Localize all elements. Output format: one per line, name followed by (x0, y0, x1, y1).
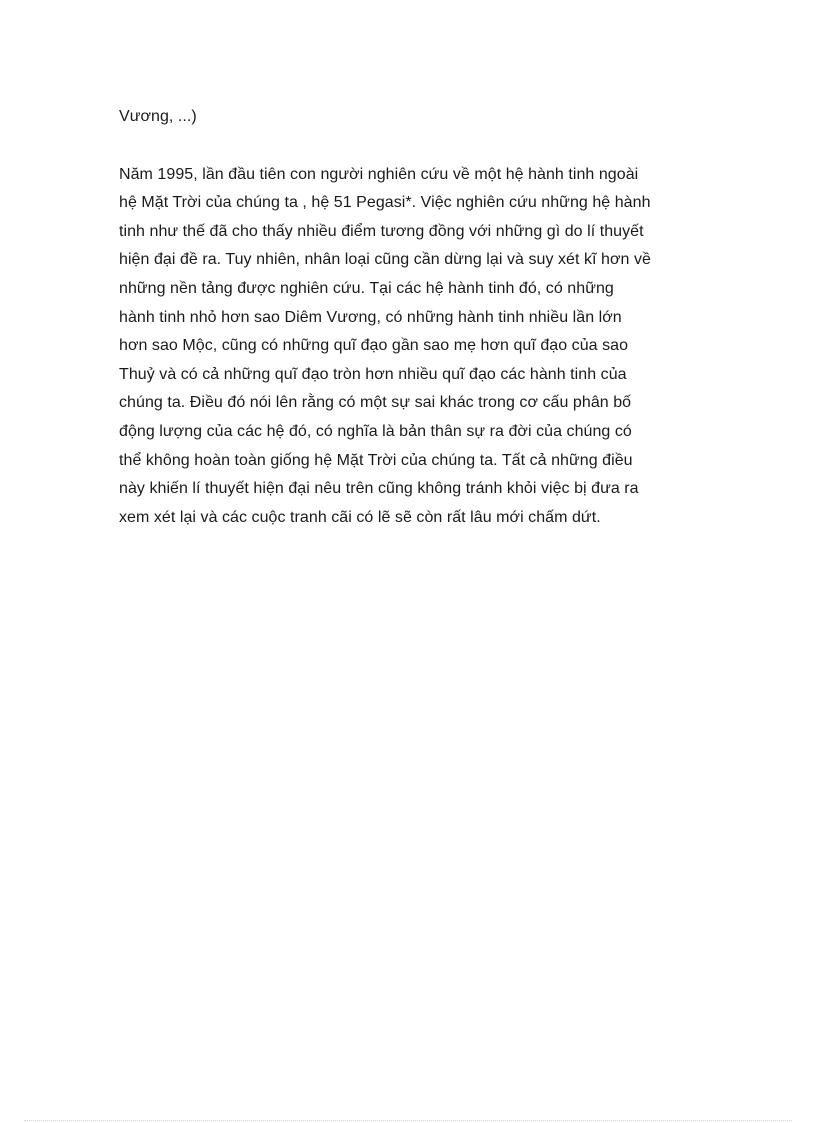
paragraph-continuation (119, 103, 699, 132)
text-line: động lượng của các hệ đó, có nghĩa là bản thân sự ra đời của chúng có (119, 422, 632, 440)
text-line: thể không hoàn toàn giống hệ Mặt Trời của chúng ta. Tất cả những điều (119, 451, 633, 469)
text-line: Vương, ...) (119, 108, 197, 125)
text-line: hệ Mặt Trời của chúng ta , hệ 51 Pegasi*. Việc nghiên cứu những hệ hành (119, 194, 651, 212)
text-line: hơn sao Mộc, cũng có những quĩ đạo gần sao mẹ hơn quĩ đạo của sao (119, 337, 629, 355)
text-line: Thuỷ và có cả những quĩ đạo tròn hơn nhiều quĩ đạo các hành tinh của (119, 365, 627, 383)
paragraph-spacer (119, 132, 699, 161)
text-line: Năm 1995, lần đầu tiên con người nghiên cứu về một hệ hành tinh ngoài (119, 165, 639, 183)
text-line: xem xét lại và các cuộc tranh cãi có lẽ sẽ còn rất lâu mới chấm dứt. (119, 508, 601, 526)
paragraph-exoplanets (119, 161, 699, 533)
text-line: chúng ta. Điều đó nói lên rằng có một sự sai khác trong cơ cấu phân bố (119, 394, 632, 412)
page-bottom-border (24, 1120, 792, 1121)
text-line: những nền tảng được nghiên cứu. Tại các hệ hành tinh đó, có những (119, 279, 614, 297)
text-line: hành tinh nhỏ hơn sao Diêm Vương, có những hành tinh nhiều lần lớn (119, 308, 622, 326)
text-line: tinh như thế đã cho thấy nhiều điểm tương đồng với những gì do lí thuyết (119, 222, 644, 240)
document-body (119, 103, 699, 532)
text-line: này khiến lí thuyết hiện đại nêu trên cũng không tránh khỏi việc bị đưa ra (119, 480, 639, 498)
text-line: hiện đại đề ra. Tuy nhiên, nhân loại cũng cần dừng lại và suy xét kĩ hơn về (119, 251, 651, 269)
